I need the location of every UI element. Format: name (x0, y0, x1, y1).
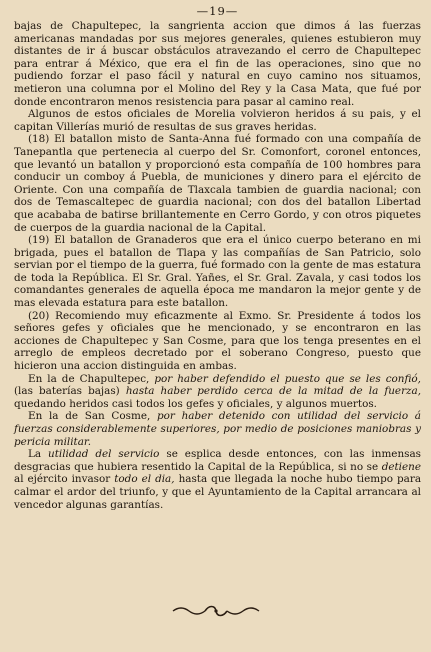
chapultepec-text-2: (las baterías bajas) (14, 385, 126, 398)
footnote-18: (18) El batallon misto de Santa-Anna fué formado con una compañía de Tanepantla que pertenecia al cuerpo del Sr. Comonfort, coronel entonces, que levantó un batallon y proporcionó esta compañía de 100 hombres para conducir un comboy á Puebla, de municiones y dinero para el ejército de Oriente. Con una compañía de Tlaxcala tambien de guardia nacional; con dos de Temascaltepec de guardia nacional; con dos del batallon Libertad que acababa de batirse brillantemente en Cerro Gordo, y con otros piquetes de cuerpos de la guardia nacional de la Capital. (14, 133, 421, 234)
ornament-divider (0, 603, 431, 622)
footnote-20: (20) Recomiendo muy eficazmente al Exmo. Sr. Presidente á todos los señores gefes y oficiales que he mencionado, y se encontraron en las acciones de Chapultepec y San Cosme, para que los tenga presentes en el arreglo de empleos decretado por el soberano Congreso, puesto que hicieron una accion distinguida en ambas. (14, 309, 421, 373)
paragraph-san-cosme (14, 410, 421, 448)
body-text (14, 20, 421, 511)
utilidad-emphasis-2: detiene (381, 460, 421, 473)
chapultepec-emphasis-1: por haber defendido el puesto que se les confió, (154, 372, 421, 385)
utilidad-text-4: hasta que llegada la noche hubo tiempo para calmar el ardor del triunfo, y que el Ayuntamiento de la Capital arrancara al vencedor algunas garantías. (14, 473, 422, 511)
page-number: —19— (196, 4, 239, 18)
paragraph-chapultepec (14, 373, 421, 411)
chapultepec-text-3: quedando heridos casi todos los gefes y oficiales, y algunos muertos. (14, 397, 377, 410)
utilidad-emphasis-1: utilidad del servicio (48, 448, 160, 461)
chapultepec-emphasis-2: hasta haber perdido cerca de la mitad de la fuerza, (125, 385, 422, 398)
ornament-flourish-icon (171, 604, 261, 618)
utilidad-text-3: al ejército invasor (14, 473, 115, 486)
footnote-19: (19) El batallon de Granaderos que era el único cuerpo beterano en mi brigada, pues el batallon de Tlapa y las compañías de San Patricio, solo servian por el tiempo de la guerra, fué formado con la gente de mas estatura de toda la República. El Sr. Gral. Yañes, el Sr. Gral. Zavala, y casi todos los comandantes generales de aquella época me mandaron la mejor gente y de mas elevada estatura para este batallon. (14, 234, 421, 310)
san-cosme-emphasis: por haber detenido con utilidad del servicio á fuerzas considerablemente superiores, por medio de posiciones maniobras y pericia militar. (14, 410, 421, 448)
chapultepec-text-1: En la de Chapultepec, (28, 372, 155, 385)
utilidad-emphasis-3: todo el dia, (114, 473, 175, 486)
paragraph-continuation: bajas de Chapultepec, la sangrienta accion que dimos á las fuerzas americanas mandadas por sus mejores generales, quienes estubieron muy distantes de ir á buscar obstáculos atravezando el cerro de Chapultepec para entrar á México, que era el fin de las operaciones, sino que no pudiendo forzar el paso fácil y natural en cuyo camino nos situamos, metieron una columna por el Molino del Rey y la Casa Mata, que fué por donde encontraron menos resistencia para pasar al camino real. (14, 20, 421, 108)
paragraph-utilidad (14, 448, 421, 511)
san-cosme-text-1: En la de San Cosme, (28, 410, 157, 423)
utilidad-text-2: se esplica desde entonces, con las inmensas desgracias que hubiera resentido la Capital de la República, si no se (14, 448, 421, 473)
utilidad-text-1: La (28, 448, 49, 461)
paragraph-morelia-officers: Algunos de estos oficiales de Morelia volvieron heridos á su pais, y el capitan Villerías murió de resultas de sus graves heridas. (14, 108, 421, 133)
